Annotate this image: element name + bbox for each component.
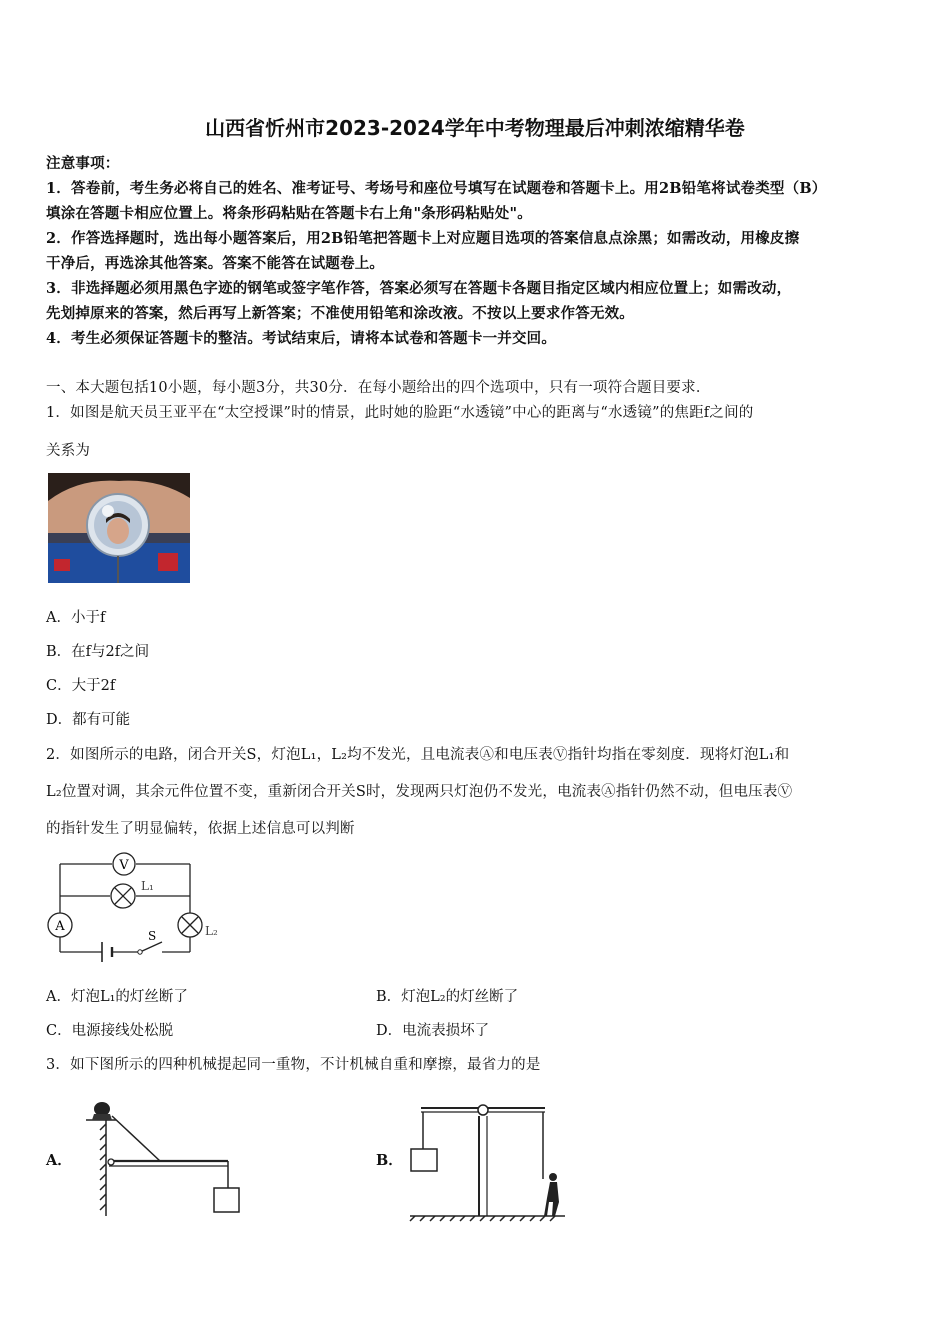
ammeter-label: A	[55, 919, 65, 934]
notice-line: 2．作答选择题时，选出每小题答案后，用2B铅笔把答题卡上对应题目选项的答案信息点涂黑；如需改动，用橡皮擦	[46, 230, 800, 247]
notice-heading: 注意事项：	[46, 155, 120, 172]
notice-line: 先划掉原来的答案，然后再写上新答案；不准使用铅笔和涂改液。不按以上要求作答无效。	[46, 305, 634, 322]
voltmeter-label: V	[119, 858, 129, 873]
circuit-diagram	[44, 850, 229, 970]
q2-option-a: A．灯泡L₁的灯丝断了	[46, 989, 188, 1005]
q1-option-c: C．大于2f	[46, 678, 116, 694]
notice-line: 干净后，再选涂其他答案。答案不能答在试题卷上。	[46, 255, 385, 272]
q2-stem: 2．如图所示的电路，闭合开关S，灯泡L₁，L₂均不发光，且电流表Ⓐ和电压表Ⓥ指针均指在零刻度．现将灯泡L₁和	[46, 747, 790, 763]
notice-line: 1．答卷前，考生务必将自己的姓名、准考证号、考场号和座位号填写在试题卷和答题卡上。用2B铅笔将试卷类型（B）	[46, 180, 827, 197]
q3-label-a: A．	[46, 1152, 72, 1169]
page-title: 山西省忻州市2023-2024学年中考物理最后冲刺浓缩精华卷	[205, 116, 745, 140]
q2-option-d: D．电流表损坏了	[376, 1023, 490, 1039]
mechanism-b-figure	[405, 1094, 570, 1222]
notice-line: 4．考生必须保证答题卡的整洁。考试结束后，请将本试卷和答题卡一并交回。	[46, 330, 557, 347]
q1-option-b: B．在f与2f之间	[46, 644, 150, 660]
q1-stem: 1．如图是航天员王亚平在“太空授课”时的情景，此时她的脸距“水透镜”中心的距离与“水透镜”的焦距f之间的	[46, 405, 754, 421]
switch-label: S	[148, 929, 157, 943]
q2-stem-cont: 的指针发生了明显偏转，依据上述信息可以判断	[46, 821, 355, 837]
notice-line: 3．非选择题必须用黑色字迹的钢笔或签字笔作答，答案必须写在答题卡各题目指定区域内相应位置上；如需改动，	[46, 280, 792, 297]
notice-line: 填涂在答题卡相应位置上。将条形码粘贴在答题卡右上角"条形码粘贴处"。	[46, 205, 532, 222]
q1-option-d: D．都有可能	[46, 712, 131, 728]
lamp-l2-label: L₂	[205, 924, 218, 938]
q2-stem-cont: L₂位置对调，其余元件位置不变，重新闭合开关S时，发现两只灯泡仍不发光，电流表Ⓐ指针仍然不动，但电压表Ⓥ	[46, 784, 793, 800]
lamp-l1-label: L₁	[141, 879, 154, 893]
q3-stem: 3．如下图所示的四种机械提起同一重物，不计机械自重和摩擦，最省力的是	[46, 1057, 541, 1073]
q1-stem-cont: 关系为	[46, 443, 91, 459]
q1-option-a: A．小于f	[46, 610, 106, 626]
water-lens-photo	[48, 473, 190, 583]
q3-label-b: B．	[376, 1152, 403, 1169]
q2-option-c: C．电源接线处松脱	[46, 1023, 174, 1039]
mechanism-a-figure	[76, 1094, 251, 1219]
section-heading: 一、本大题包括10小题，每小题3分，共30分．在每小题给出的四个选项中，只有一项符合题目要求．	[46, 380, 711, 396]
q2-option-b: B．灯泡L₂的灯丝断了	[376, 989, 519, 1005]
